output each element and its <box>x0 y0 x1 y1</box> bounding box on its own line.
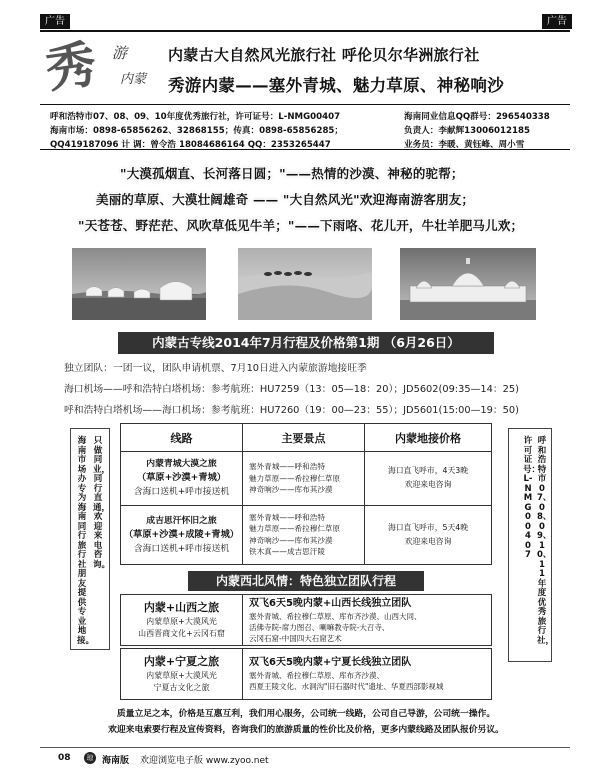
special-tour-line: 山西晋商文化+云冈石窟 <box>138 629 225 638</box>
spot-item: 塞外青城——呼和浩特 <box>249 462 325 472</box>
special-tour-table-ningxia <box>120 648 492 700</box>
header-route: 线路 <box>121 424 243 452</box>
spot-item: 魅力草原——希拉穆仁草原 <box>249 524 341 534</box>
special-tour-line: 内蒙草原+大漠风光 <box>146 671 217 680</box>
price-note: 欢迎来电咨询 <box>404 480 452 490</box>
edition-mark-icon: 琼 <box>84 752 96 764</box>
spots-cell <box>243 452 365 506</box>
spots-cell <box>243 505 365 564</box>
mausoleum-image <box>400 248 536 320</box>
route-cell <box>121 452 243 506</box>
section-title-tour-schedule: 内蒙古专线2014年7月行程及价格第1期 （6月26日） <box>118 332 494 354</box>
photo-desert-camels <box>238 248 372 320</box>
route-subtitle: （草原+沙漠+成陵+青城） <box>124 528 239 540</box>
header-spots: 主要景点 <box>243 424 365 452</box>
special-tour-detail <box>243 595 492 646</box>
special-tour-summary <box>121 595 243 646</box>
logo-sub-glyph: 游 <box>112 44 128 62</box>
side-note-right-col2: 许可证号：L-NMG00407 <box>523 436 541 560</box>
table-row <box>121 505 492 564</box>
logo-main-glyph: 秀 <box>42 33 100 100</box>
manager-info: 负责人：李献辉13006012185 <box>404 126 530 136</box>
table-row <box>121 649 492 700</box>
table-row <box>121 452 492 506</box>
qq-group: 海南同业信息QQ群号：296540338 <box>404 112 550 122</box>
group-policy: 独立团队：一团一议，团队申请机票、7月10日进入内蒙旅游地接旺季 <box>64 363 367 374</box>
special-tour-summary <box>121 649 243 700</box>
page-footer <box>40 747 570 767</box>
price-cell <box>365 452 492 506</box>
yurt-grassland-image <box>72 248 206 320</box>
logo-sub-text: 内蒙 <box>120 72 147 87</box>
side-note-left-col1: 海南市场办专为海南同行旅行社朋友提供专业地接。 <box>77 436 95 646</box>
route-cell <box>121 505 243 564</box>
agency-slogan: 秀游内蒙——塞外青城、魅力草原、神秘响沙 <box>168 76 504 95</box>
phone-info: 海南市场：0898-65856262、32868155；传真：0898-65856285； <box>50 126 344 136</box>
license-info: 呼和浩特市07、08、09、10年度优秀旅行社，许可证号：L-NMG00407 <box>50 112 341 122</box>
special-tour-desc: 云冈石窟-中国四大石窟艺术 <box>249 633 342 643</box>
side-note-right-col1: 呼和浩特市07、08、09、10、11年度优秀旅行社， <box>537 436 555 646</box>
staff-info: 业务员：李暖、黄钰峰、周小雪 <box>404 140 525 150</box>
planner-info: QQ419187096 计 调：曾令浩 18084686164 QQ：2353265447 <box>50 140 331 150</box>
return-flights: 呼和浩特白塔机场——海口机场：参考航班：HU7260（19：00—23：55）；JD5601(15:00—19：50) <box>64 405 519 416</box>
table-row <box>121 595 492 646</box>
route-table-header <box>121 424 492 452</box>
price-duration: 海口直飞呼市，5天4晚 <box>387 522 469 532</box>
route-table <box>120 423 492 565</box>
special-tour-title: 双飞6天5晚内蒙+宁夏长线独立团队 <box>249 657 412 668</box>
special-tour-name: 内蒙+宁夏之旅 <box>143 655 220 668</box>
route-name: 成吉思汗怀旧之旅 <box>146 515 217 526</box>
edition-label: 海南版 <box>102 756 130 766</box>
section-title-northwest: 内蒙西北风情：特色独立团队行程 <box>188 571 424 591</box>
website-link[interactable]: 欢迎浏览电子版 www.zyoo.net <box>140 756 269 766</box>
route-note: 含海口送机+呼市接送机 <box>133 487 230 498</box>
slogan-1: "大漠孤烟直、长河落日圆；"——热情的沙漠、神秘的驼帮； <box>120 166 464 181</box>
special-tour-desc: 塞外青城、希拉穆仁草原、库布齐沙漠、山西大同、 <box>249 611 422 621</box>
agency-names: 内蒙古大自然风光旅行社 呼伦贝尔华洲旅行社 <box>168 46 480 64</box>
price-cell <box>365 505 492 564</box>
spot-item: 神奇响沙——库布其沙漠 <box>249 535 333 545</box>
special-tour-desc: 活佛寺院-席力图召、喇嘛教寺院-大召寺、 <box>249 622 390 632</box>
special-tour-table-shanxi <box>120 594 492 646</box>
side-note-right <box>508 428 555 662</box>
logo <box>42 33 166 100</box>
photo-mausoleum <box>400 248 536 320</box>
special-tour-line: 内蒙草原+大漠风光 <box>146 617 217 626</box>
spot-item: 塞外青城——呼和浩特 <box>249 512 325 522</box>
side-note-left <box>70 428 110 650</box>
photo-yurts <box>72 248 206 320</box>
price-note: 欢迎来电咨询 <box>404 536 452 546</box>
spot-item: 魅力草原——希拉穆仁草原 <box>249 473 341 483</box>
route-subtitle: （草原+沙漠+青城） <box>137 472 226 484</box>
page-number: 08 <box>58 753 71 763</box>
header-price: 内蒙地接价格 <box>365 424 492 452</box>
special-tour-desc: 西夏王陵文化、水洞沟"旧石器时代"遗址、华夏西部影视城 <box>249 682 444 691</box>
route-note: 含海口送机+呼市接送机 <box>133 543 230 554</box>
side-note-left-col2: 只做同业，同行直通，欢迎来电咨询。 <box>93 436 111 570</box>
special-tour-title: 双飞6天5晚内蒙+山西长线独立团队 <box>249 597 412 609</box>
desert-camels-image <box>238 248 372 320</box>
route-name: 内蒙青城大漠之旅 <box>146 459 217 470</box>
slogan-3: "天苍苍、野茫茫、风吹草低见牛羊；"——下雨咯、花儿开，牛壮羊肥马儿欢； <box>78 218 524 233</box>
special-tour-name: 内蒙+山西之旅 <box>143 601 220 614</box>
special-tour-detail <box>243 649 492 700</box>
spot-item: 铁木真——成吉思汗陵 <box>249 547 325 557</box>
special-tour-line: 宁夏古文化之旅 <box>153 683 210 692</box>
quality-note: 质量立足之本，价格是互惠互利，我们用心服务，公司统一线路，公司自己导游，公司统一操作。 <box>116 709 496 719</box>
contact-note: 欢迎来电索要行程及宣传资料，咨询我们的旅游质量的性价比及价格，更多内蒙线路及团队报价另议。 <box>108 725 504 735</box>
contact-info <box>40 104 570 150</box>
slogan-2: 美丽的草原、大漠壮阔雄奇 —— "大自然风光"欢迎海南游客朋友； <box>96 192 475 207</box>
special-tour-desc: 塞外青城、希拉穆仁草原、库布齐沙漠、 <box>249 671 384 680</box>
price-duration: 海口直飞呼市，4天3晚 <box>387 466 469 476</box>
spot-item: 神奇响沙——库布其沙漠 <box>249 485 333 495</box>
ad-label-left: 广告 <box>40 14 70 29</box>
outbound-flights: 海口机场——呼和浩特白塔机场：参考航班：HU7259（13：05—18：20）；JD5602(09:35—14：25) <box>64 384 519 395</box>
header <box>40 30 570 104</box>
ad-label-right: 广告 <box>542 14 572 29</box>
